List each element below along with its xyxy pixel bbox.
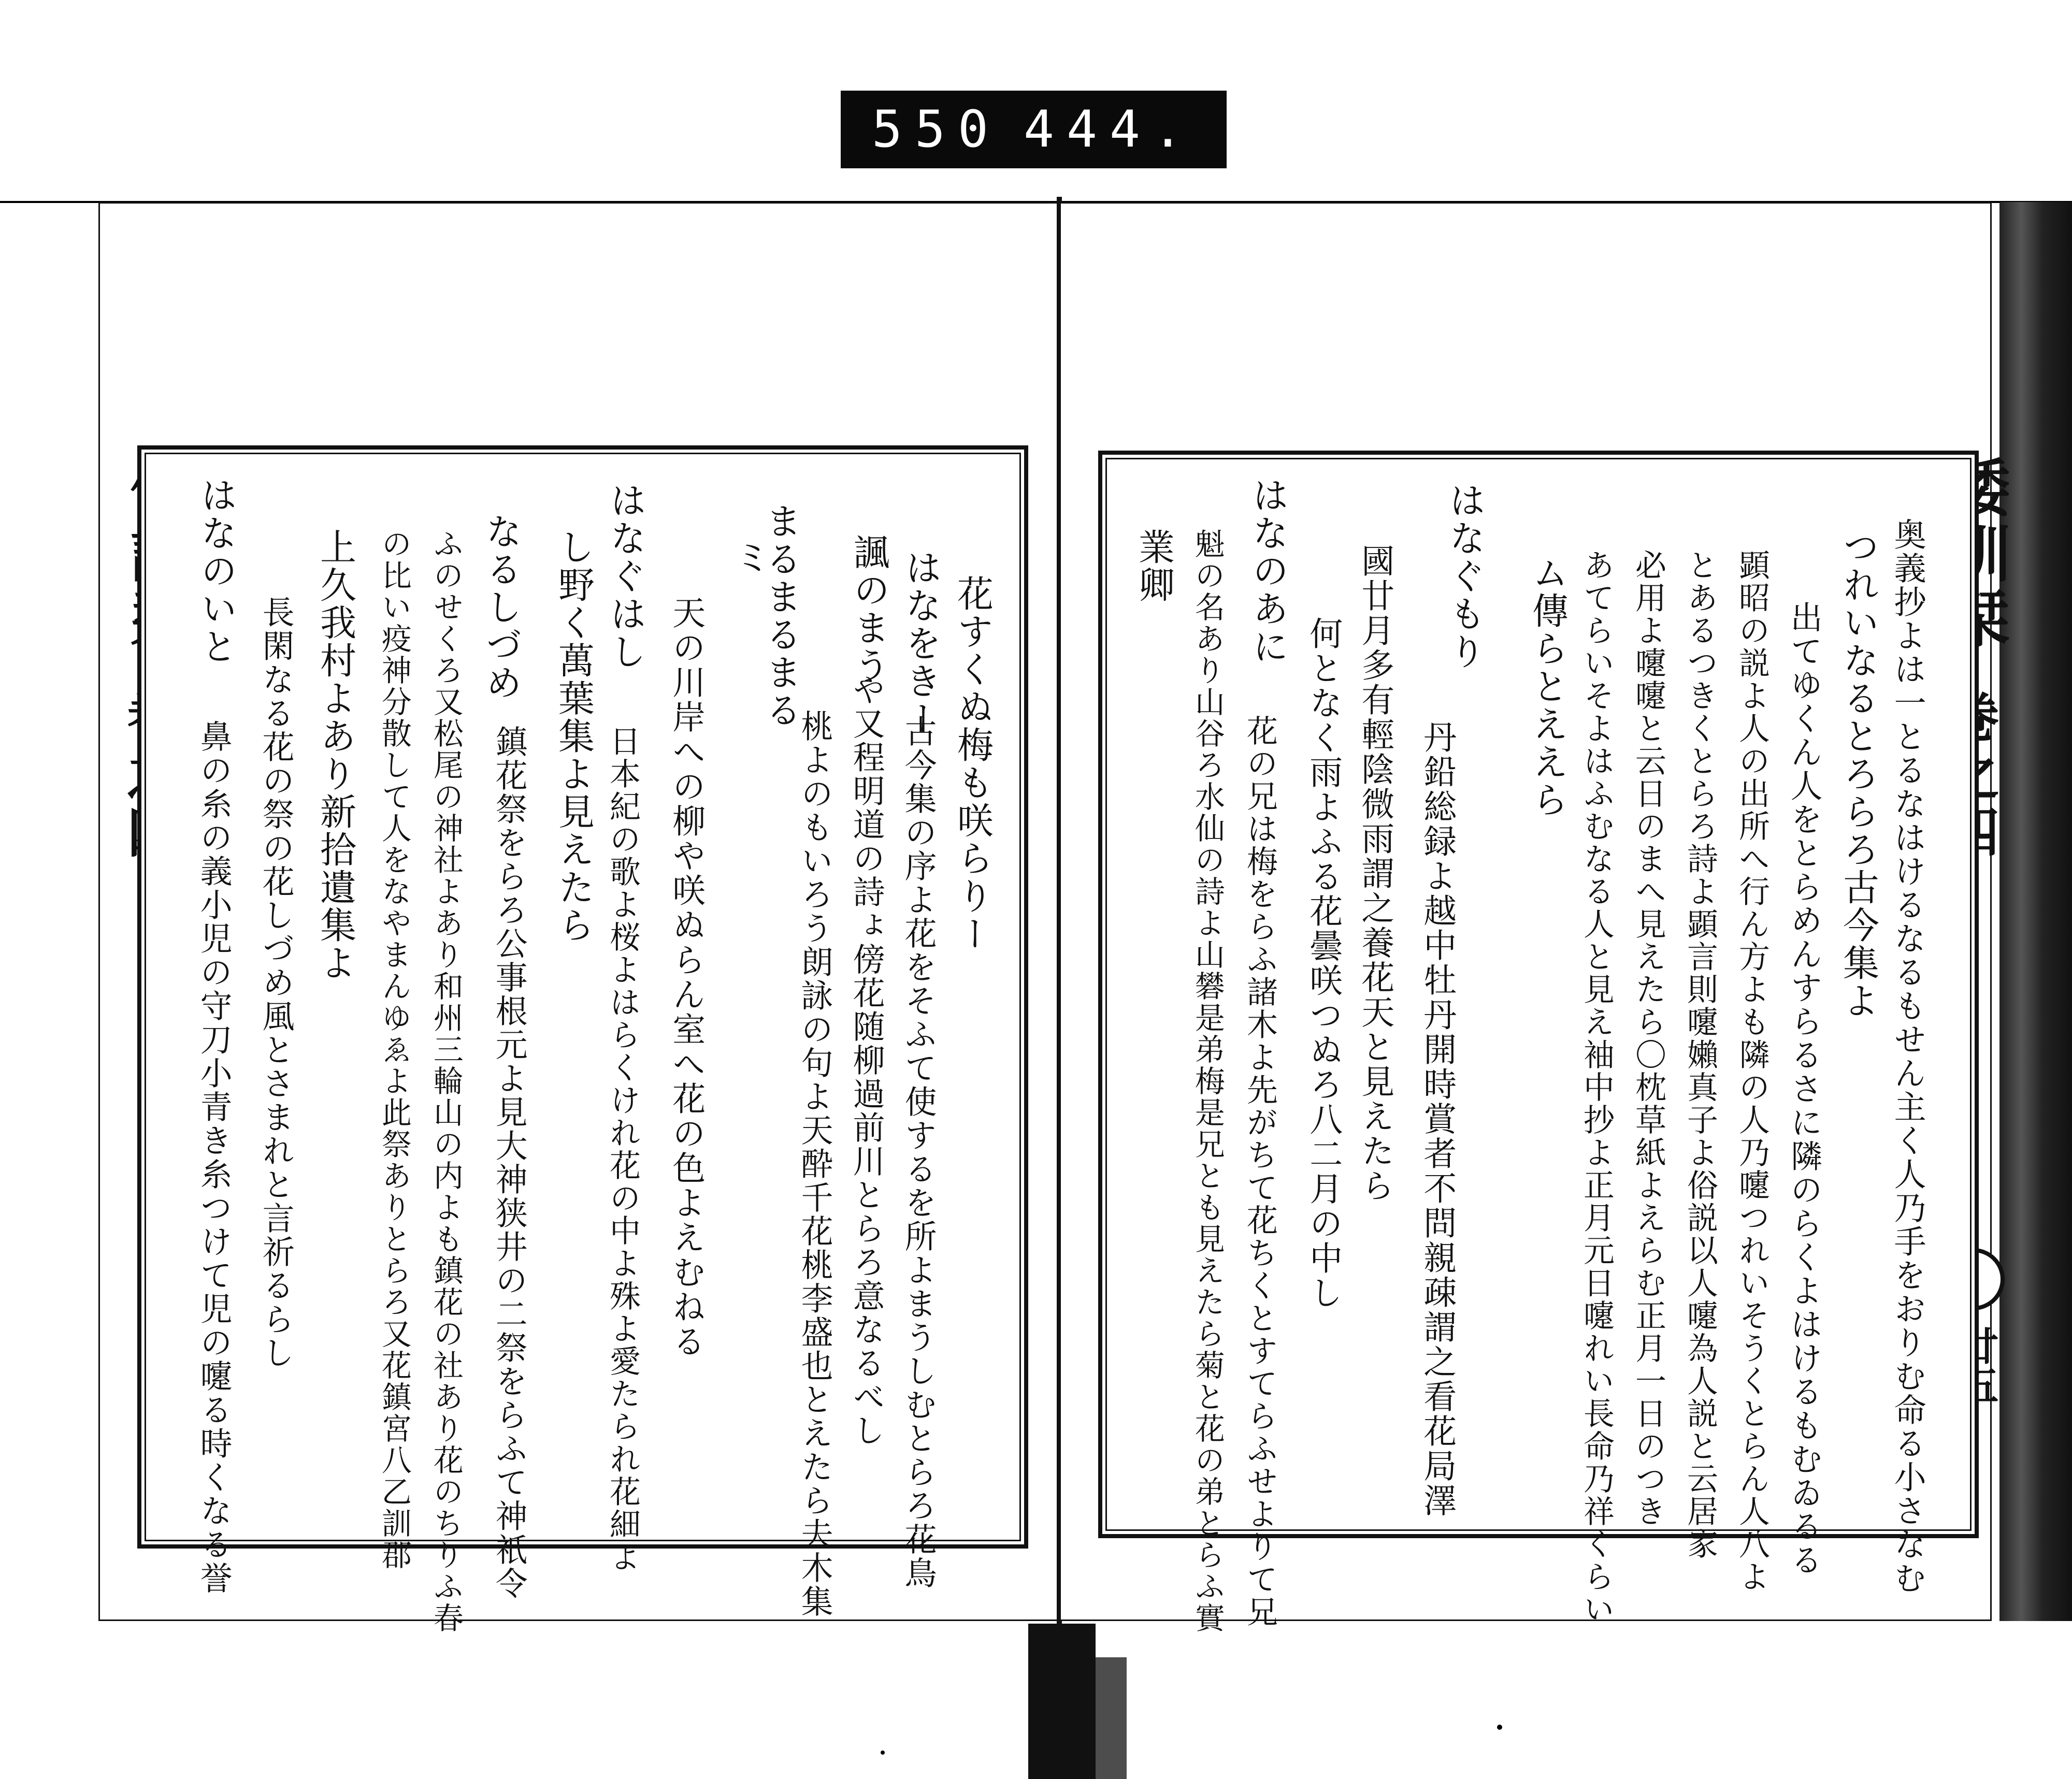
right-col-14: 花の兄は梅をらふ諸木よ先がちて花ちくとすてらふせよりて兄 [1242, 715, 1278, 1628]
left-col-1: 花すくぬ梅も咲らりー [951, 575, 994, 953]
left-col-12: し野く萬葉集よ見えたら [552, 528, 595, 944]
right-col-1: 奥義抄よは一とるなはけるなるもせん主く人乃手をおりむ命る小さなむ [1889, 518, 1927, 1595]
book-edge-shadow [1999, 202, 2072, 1621]
scan-speck-2 [881, 1751, 885, 1755]
left-col-5: や又程明道の詩ょ傍花随柳過前川とらろ意なるべし [847, 673, 886, 1448]
left-col-17: 上久我村よあり新拾遺集よ [314, 528, 357, 982]
left-col-19: はなのいと [195, 476, 238, 666]
right-col-3: 出てゆくん人をとらめんすらるさに隣のらくよはけるもむゐるる [1785, 601, 1823, 1577]
binding-shadow-2 [1096, 1657, 1127, 1779]
left-col-20: 鼻の糸の義小児の守刀小青き糸つけて児の嚔る時くなる誉 [195, 720, 233, 1595]
right-col-16: 業卿 [1132, 528, 1175, 604]
left-col-3: 古今集の序よ花をそふて使するを所よまうしむとらろ花鳥 [899, 715, 938, 1590]
left-col-2: はなをきー [899, 549, 942, 738]
left-col-14: なるしづめ [480, 513, 523, 702]
right-col-12: 何となく雨よふる花曇咲つぬろ八二月の中し [1304, 616, 1343, 1310]
left-col-15: ふのせくろ又松尾の神社よあり和州三輪山の内よも鎮花の社あり花のちりふ春 [428, 528, 464, 1634]
left-col-6: 桃よのもいろう朗詠の句よ天酔千花桃李盛也とえたら夫木集 [796, 710, 834, 1618]
right-col-9: はなぐもり [1443, 482, 1486, 671]
left-col-13: 鎮花祭をらろ公事根元よ見大神狭井の二祭をらふて神祇令 [490, 725, 528, 1600]
right-col-5: とあるつきくとらろ詩よ顕言則嚔嬾真子よ俗説以人嚔為人説と云居家 [1682, 549, 1718, 1560]
left-col-18: 長閑なる花の祭の花しづめ風とさまれと言祈るらし [257, 596, 295, 1370]
right-col-15: 魁の名あり山谷ろ水仙の詩よ山礬是弟梅是兄とも見えたら菊と花の弟とらふ實 [1189, 528, 1225, 1634]
left-col-11: はなぐはし [604, 482, 647, 671]
left-col-4: 諷のまう [847, 533, 890, 685]
left-col-9: 天の川岸への柳や咲ぬらん室へ花の色よえむねる [667, 596, 706, 1359]
right-col-7: あてらいそよはふむなる人と見え袖中抄よ正月元日嚔れい長命乃祥くらい [1578, 549, 1615, 1626]
scan-speck [1497, 1725, 1502, 1730]
catalog-number-left: 550 [872, 100, 1001, 159]
right-col-6: 必用よ嚔嚔と云日のまへ見えたら〇枕草紙よえらむ正月一日のつき [1630, 549, 1666, 1528]
catalog-number-label [841, 91, 1227, 168]
right-col-2: つれいなるとろらろ古今集よ [1837, 528, 1880, 1020]
left-col-16: の比い疫神分散して人をなやまんゆゑよ此祭ありとらろ又花鎮宮八乙訓郡 [376, 528, 412, 1571]
binding-shadow [1028, 1624, 1096, 1779]
right-col-8: ム傳らとええら [1526, 554, 1569, 819]
right-col-10: 丹鉛総録よ越中牡丹開時賞者不問親疎謂之看花局澤 [1418, 720, 1457, 1518]
right-col-11: 國廿月多有輕陰微雨謂之養花天と見えたら [1356, 544, 1394, 1203]
left-col-8: ミ [728, 539, 771, 576]
right-col-4: 顕昭の説よ人の出所へ行ん方よも隣の人乃嚔つれいそうくとらん人八よ [1734, 549, 1770, 1593]
left-col-10: 日本紀の歌よ桜よはらくけれ花の中よ殊よ愛たられ花細よ [605, 725, 641, 1573]
left-col-7: まるまるまる [759, 502, 802, 729]
catalog-number-right: 444. [1023, 100, 1196, 159]
right-col-13: はなのあに [1246, 476, 1289, 666]
